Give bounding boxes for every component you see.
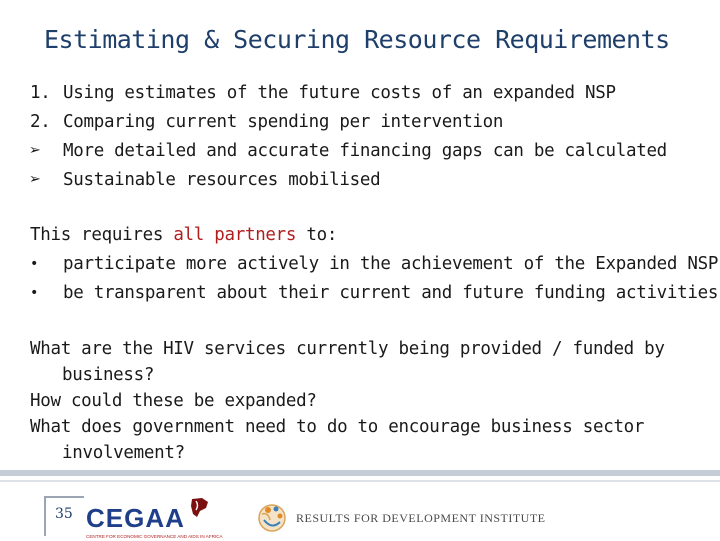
question-line: How could these be expanded? [30, 391, 317, 411]
list-item [30, 137, 667, 166]
footer-divider-thin [0, 480, 720, 482]
bullet-item [30, 250, 718, 279]
requirements-intro [30, 221, 718, 250]
list-number: 2. [30, 112, 51, 132]
arrow-bullet-icon: ➢ [29, 141, 41, 161]
page-number: 35 [55, 506, 73, 522]
arrow-bullet-icon: ➢ [29, 170, 41, 190]
question-line: What are the HIV services currently being provided / funded by [30, 339, 665, 359]
cegaa-logo-subtext: CENTRE FOR ECONOMIC GOVERNANCE AND AIDS IN AFRICA [86, 534, 223, 539]
list-item-text: Comparing current spending per intervention [63, 112, 504, 132]
list-number: 1. [30, 83, 51, 103]
bullet-dot-icon: • [30, 256, 39, 272]
bullet-dot-icon: • [30, 285, 39, 301]
numbered-list [30, 79, 667, 195]
bullet-text: be transparent about their current and future funding activities [63, 283, 719, 303]
footer-divider [0, 470, 720, 476]
cegaa-logo [84, 497, 234, 541]
r4d-logo-text: RESULTS FOR DEVELOPMENT INSTITUTE [296, 511, 546, 525]
question-continuation: business? [62, 365, 155, 385]
requirements-highlight: all partners [173, 225, 297, 245]
globe-icon [259, 505, 285, 531]
question-line: What does government need to do to encourage business sector [30, 417, 645, 437]
results-for-development-logo [256, 496, 546, 540]
requirements-prefix: This requires [30, 225, 174, 245]
slide-title: Estimating & Securing Resource Requirements [44, 25, 670, 54]
bullet-item [30, 279, 718, 308]
bullet-text: participate more actively in the achievement of the Expanded NSP [63, 254, 719, 274]
list-item [30, 166, 667, 195]
questions-block [30, 336, 700, 466]
list-item-text: Sustainable resources mobilised [63, 170, 381, 190]
list-item [30, 108, 667, 137]
requirements-suffix: to: [296, 225, 338, 245]
requirements-block [30, 221, 718, 308]
cegaa-logo-text: CEGAA [86, 503, 185, 533]
list-item-text: More detailed and accurate financing gaps can be calculated [63, 141, 667, 161]
question-continuation: involvement? [62, 443, 185, 463]
list-item-text: Using estimates of the future costs of an expanded NSP [63, 83, 616, 103]
list-item [30, 79, 667, 108]
